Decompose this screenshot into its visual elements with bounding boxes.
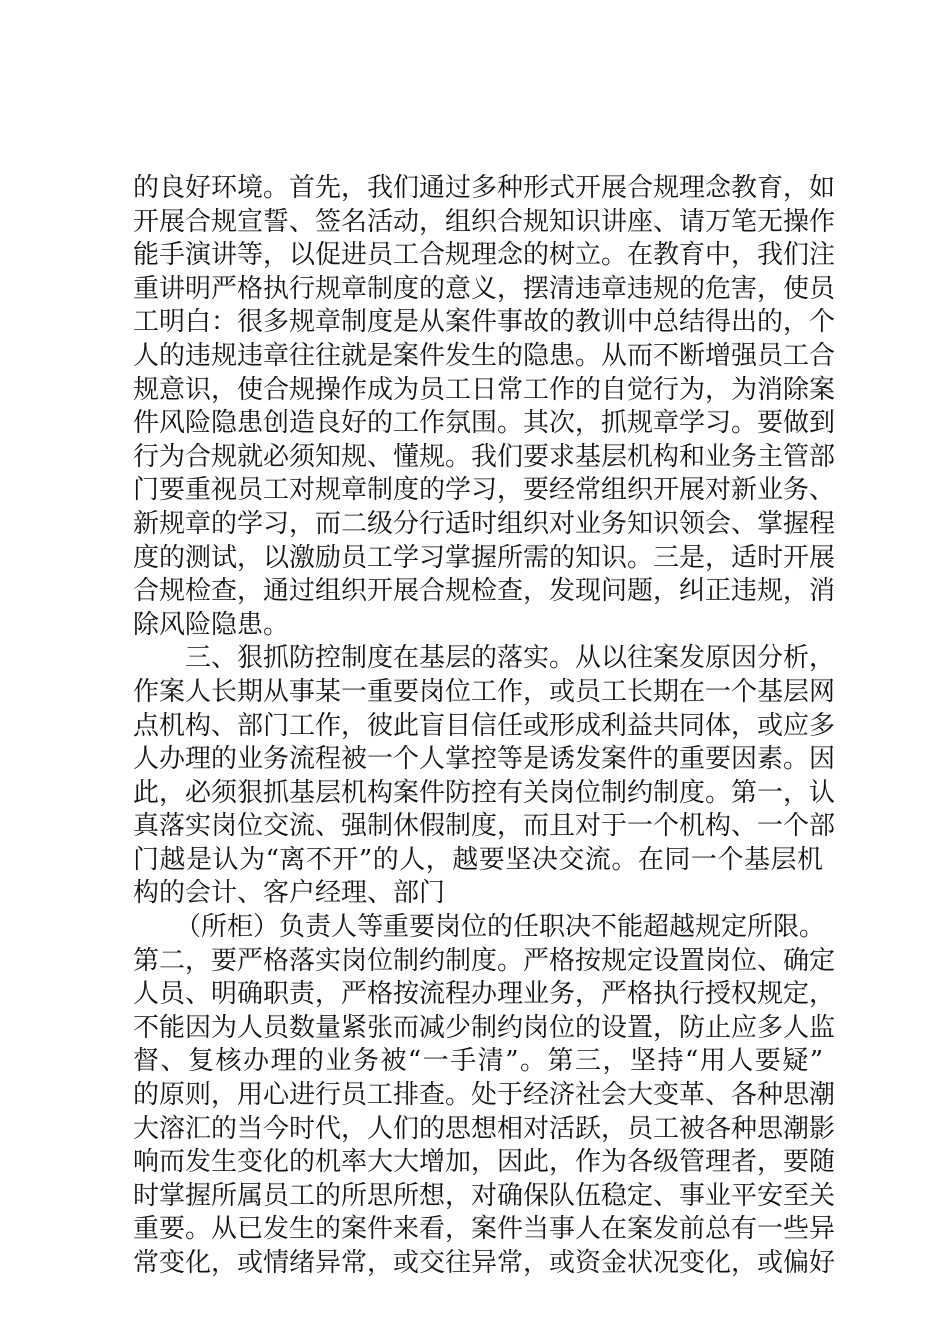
- text-line: 真落实岗位交流、强制休假制度，而且对于一个机构、一个部: [133, 811, 836, 842]
- text-line: 重讲明严格执行规章制度的意义，摆清违章违规的危害，使员: [133, 273, 836, 304]
- text-line: 新规章的学习，而二级分行适时组织对业务知识领会、掌握程: [133, 508, 836, 539]
- text-line: 人的违规违章往往就是案件发生的隐患。从而不断增强员工合: [133, 340, 836, 371]
- text-line: 的原则，用心进行员工排查。处于经济社会大变革、各种思潮: [133, 1080, 836, 1111]
- text-line: 人员、明确职责，严格按流程办理业务，严格执行授权规定，: [133, 979, 836, 1010]
- text-line: 第二，要严格落实岗位制约制度。严格按规定设置岗位、确定: [133, 945, 836, 976]
- text-line: 点机构、部门工作，彼此盲目信任或形成利益共同体，或应多: [133, 710, 836, 741]
- text-line: 度的测试，以激励员工学习掌握所需的知识。三是，适时开展: [133, 542, 836, 573]
- paragraph-start-line: （所柜）负责人等重要岗位的任职决不能超越规定所限。: [175, 912, 826, 943]
- text-line: 不能因为人员数量紧张而减少制约岗位的设置，防止应多人监: [133, 1012, 836, 1043]
- text-line: 作案人长期从事某一重要岗位工作，或员工长期在一个基层网: [133, 676, 836, 707]
- text-line: 督、复核办理的业务被“一手清”。第三，坚持“用人要疑”: [133, 1046, 823, 1077]
- text-line: 能手演讲等，以促进员工合规理念的树立。在教育中，我们注: [133, 240, 836, 271]
- text-line: 的良好环境。首先，我们通过多种形式开展合规理念教育，如: [133, 173, 836, 203]
- text-line: 开展合规宣誓、签名活动，组织合规知识讲座、请万笔无操作: [133, 206, 836, 237]
- text-line: 构的会计、客户经理、部门: [133, 878, 446, 909]
- body-text: [133, 172, 836, 1281]
- text-line: 除风险隐患。: [133, 609, 290, 640]
- text-line: 此，必须狠抓基层机构案件防控有关岗位制约制度。第一，认: [133, 777, 836, 808]
- text-line: 时掌握所属员工的所思所想，对确保队伍稳定、事业平安至关: [133, 1180, 836, 1211]
- text-line: 响而发生变化的机率大大增加，因此，作为各级管理者，要随: [133, 1147, 836, 1178]
- text-line: 合规检查，通过组织开展合规检查，发现问题，纠正违规，消: [133, 576, 836, 607]
- text-line: 人办理的业务流程被一个人掌控等是诱发案件的重要因素。因: [133, 744, 836, 775]
- text-line: 工明白：很多规章制度是从案件事故的教训中总结得出的，个: [133, 307, 836, 338]
- text-line: 重要。从已发生的案件来看，案件当事人在案发前总有一些异: [133, 1214, 836, 1245]
- text-line: 行为合规就必须知规、懂规。我们要求基层机构和业务主管部: [133, 441, 836, 472]
- text-line: 门越是认为“离不开”的人，越要坚决交流。在同一个基层机: [133, 844, 823, 875]
- text-line: 常变化，或情绪异常，或交往异常，或资金状况变化，或偏好: [133, 1248, 836, 1278]
- text-line: 规意识，使合规操作成为员工日常工作的自觉行为，为消除案: [133, 374, 836, 405]
- text-line: 件风险隐患创造良好的工作氛围。其次，抓规章学习。要做到: [133, 408, 836, 439]
- text-line: 大溶汇的当今时代，人们的思想相对活跃，员工被各种思潮影: [133, 1113, 836, 1144]
- text-line: 门要重视员工对规章制度的学习，要经常组织开展对新业务、: [133, 475, 836, 506]
- paragraph-start-line: 三、狠抓防控制度在基层的落实。从以往案发原因分析，: [185, 643, 836, 674]
